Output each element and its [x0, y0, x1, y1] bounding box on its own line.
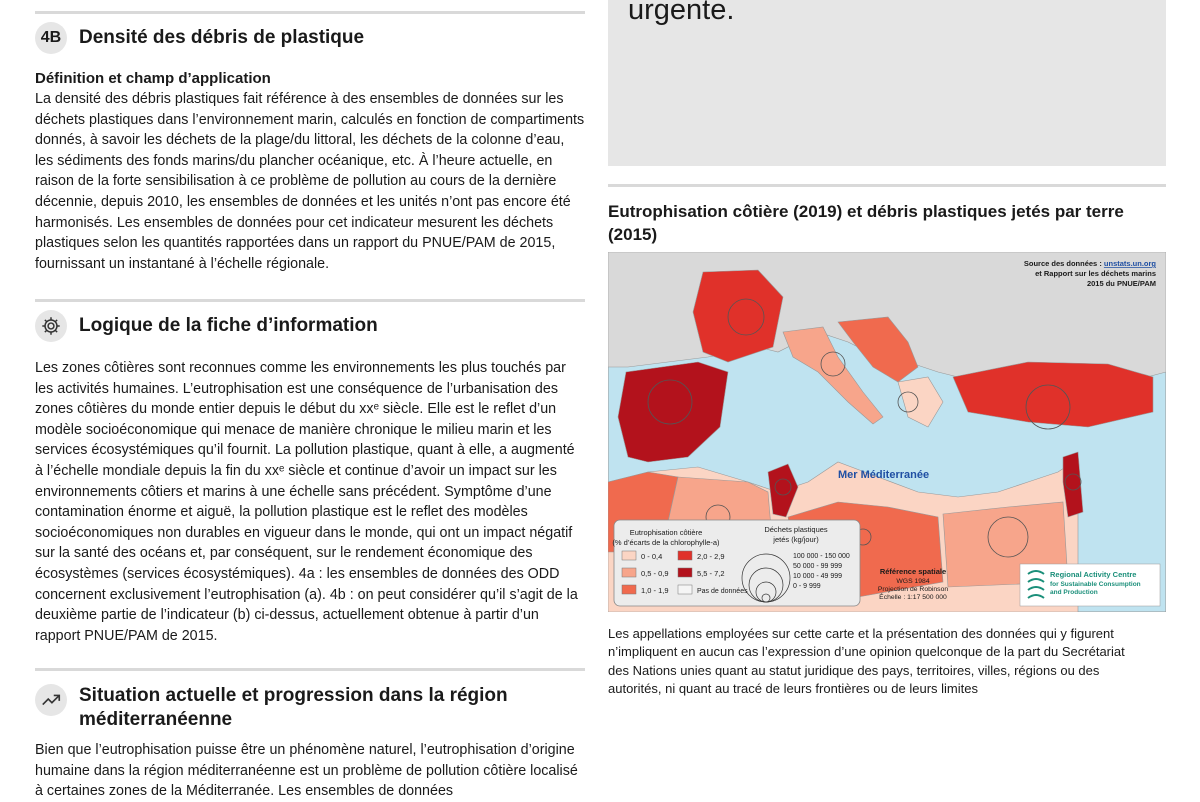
ref-line: WGS 1984	[896, 578, 930, 585]
section-title: Densité des débris de plastique	[79, 27, 365, 48]
legend-swatch	[678, 568, 692, 577]
rac-logo	[1020, 564, 1160, 606]
callout-box	[608, 0, 1166, 166]
map-figure	[608, 252, 1166, 612]
map-caption: Les appellations employées sur cette carte et la présentation des données qui y figurent n’impliquent en aucun cas l’expression d’une opinion quelconque de la part du Secrétariat des Nations unies quant au statut juridique des pays, territoires, villes, régions ou des autorités, ni quant au tracé de leurs frontières ou de leurs limites	[608, 626, 1125, 697]
section-trend-header	[35, 684, 549, 732]
map-source-line2: et Rapport sur les déchets marins	[1035, 269, 1156, 278]
subheading: Définition et champ d’application	[35, 70, 271, 87]
logic-paragraph: Les zones côtières sont reconnues comme les environnements les plus touchés par les activités humaines. L’eutrophisation est une conséquence de l’urbanisation des zones côtières du monde entier depuis le début du xxᵉ siècle. Elle est le reflet d’un modèle socioéconomique qui menace de manière chronique le milieu marin et les services écosystémiques qu’il fournit. La pollution plastique, quant à elle, a augmenté à l’échelle mondiale depuis la fin du xxᵉ siècle et continue d’avoir un impact sur les environnements côtiers et marins à une échelle sans précédent. Symptôme d’une contamination énorme et aiguë, la pollution plastique est le reflet des modèles socioéconomiques non durables en vigueur dans le monde, qui ont un impact négatif sur la santé des océans et, par conséquent, sur le rendement économique des écosystèmes (services écosystémiques). 4a : les ensembles de données des ODD concernent exclusivement l’eutrophisation (a). 4b : on peut considérer qu’il s’agit de la deuxième partie de l’indicateur (b) ci-dessus, actuellement obtenue à partir d’un rapport PNUE/PAM de 2015.	[35, 360, 578, 644]
legend-swatch	[678, 551, 692, 560]
section-title: Logique de la fiche d’information	[79, 315, 378, 336]
legend-label: 1,0 - 1,9	[641, 586, 669, 595]
trend-up-icon	[35, 684, 67, 716]
section-title: Situation actuelle et progression dans la région méditerranéenne	[79, 685, 508, 730]
ref-line: Échelle : 1:17 500 000	[879, 594, 947, 601]
map-title: Eutrophisation côtière (2019) et débris plastiques jetés par terre (2015)	[608, 202, 1124, 244]
debris-class: 100 000 - 150 000	[793, 553, 850, 560]
rac-line1: Regional Activity Centre	[1050, 570, 1137, 579]
legend-debris-title2: jetés (kg/jour)	[773, 535, 819, 544]
map-source-link[interactable]: unstats.un.org	[1103, 259, 1156, 268]
section-4b-body	[35, 70, 585, 274]
section-badge: 4B	[35, 22, 67, 54]
debris-class: 10 000 - 49 999	[793, 573, 843, 580]
legend-swatch	[622, 585, 636, 594]
legend-swatch	[622, 568, 636, 577]
section-divider	[608, 184, 1166, 187]
legend-label: 0 - 0,4	[641, 552, 663, 561]
map-source-line1	[1024, 259, 1157, 268]
map-source-prefix: Source des données :	[1023, 259, 1104, 268]
rac-line2: for Sustainable Consumption	[1050, 581, 1141, 588]
section-logic-header	[35, 310, 378, 342]
section-divider	[35, 299, 585, 302]
legend-label: 5,5 - 7,2	[697, 569, 725, 578]
legend-swatch	[622, 551, 636, 560]
ref-line: Projection de Robinson	[877, 586, 949, 593]
legend-label: Pas de données	[697, 588, 748, 595]
rac-line3: and Production	[1050, 589, 1098, 596]
section-divider	[35, 11, 585, 14]
ref-title: Référence spatiale	[879, 567, 947, 576]
callout-text: urgente.	[628, 0, 735, 26]
section-4b-header	[35, 22, 364, 54]
debris-class: 50 000 - 99 999	[793, 563, 843, 570]
legend-swatch	[678, 585, 692, 594]
section-divider	[35, 668, 585, 671]
debris-class: 0 - 9 999	[793, 583, 821, 590]
legend-debris-title1: Déchets plastiques	[764, 525, 828, 534]
legend-eutro-title2: (% d’écarts de la chlorophylle-a)	[612, 538, 720, 547]
legend-label: 2,0 - 2,9	[697, 552, 725, 561]
gear-icon	[35, 310, 67, 342]
legend-eutro-title1: Eutrophisation côtière	[629, 528, 703, 537]
map-legend	[612, 520, 860, 606]
sea-label: Mer Méditerranée	[838, 469, 930, 481]
definition-paragraph: La densité des débris plastiques fait référence à des ensembles de données sur les déchets plastiques dans l’environnement marin, calculés en fonction de compartiments donnés, à savoir les déchets de la plage/du littoral, les déchets de la colonne d’eau, les sédiments des fonds marins/du plancher océanique, etc. À l’heure actuelle, en raison de la forte sensibilisation à ce problème de pollution au cours de la dernière décennie, depuis 2010, les ensembles de données et les unités n’ont pas encore été harmonisés. Les ensembles de données pour cet indicateur mesurent les déchets plastiques selon les quantités rapportées dans un rapport du PNUE/PAM de 2015, fournissant un instantané à l’échelle régionale.	[35, 91, 585, 272]
legend-label: 0,5 - 0,9	[641, 569, 669, 578]
trend-paragraph: Bien que l’eutrophisation puisse être un phénomène naturel, l’eutrophisation d’origine humaine dans la région méditerranéenne est un problème de pollution côtière localisé à certaines zones de la Méditerranée. Les ensembles de données	[35, 742, 578, 800]
map-source-line3: 2015 du PNUE/PAM	[1086, 279, 1156, 288]
country-france	[693, 270, 783, 362]
mediterranean-map	[608, 252, 1166, 612]
